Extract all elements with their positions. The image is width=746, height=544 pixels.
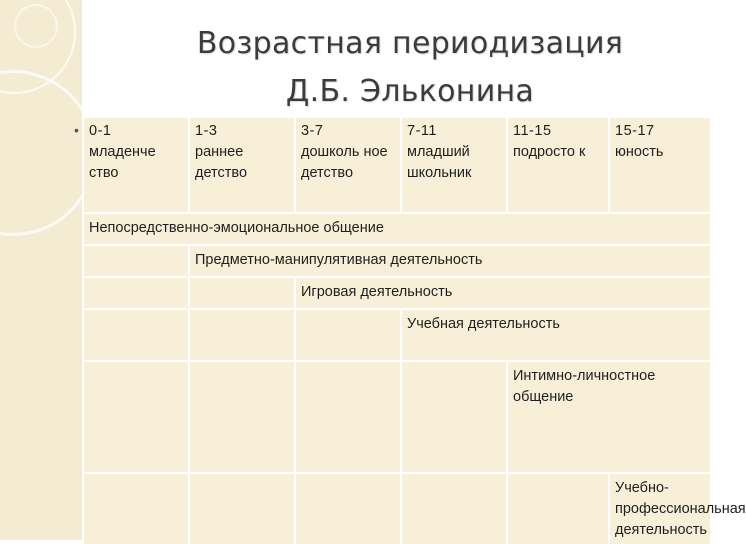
empty-cell (84, 246, 188, 276)
activity-cell: Интимно-личностное общение (508, 362, 710, 472)
period-cell (508, 118, 608, 212)
period-cell (190, 118, 294, 212)
period-range: 0-1 (89, 123, 112, 139)
activity-cell: Предметно-манипулятивная деятельность (190, 246, 710, 276)
slide-title-line-2: Д.Б. Эльконина (285, 74, 535, 109)
empty-cell (190, 278, 294, 308)
period-name: юность (615, 144, 664, 160)
empty-cell (84, 278, 188, 308)
decorative-ring (14, 4, 58, 48)
empty-cell (402, 474, 506, 544)
empty-cell (84, 362, 188, 472)
empty-cell (296, 474, 400, 544)
empty-cell (84, 310, 188, 360)
activity-cell: Игровая деятельность (296, 278, 710, 308)
period-range: 15-17 (615, 123, 655, 139)
period-name: подросто к (513, 144, 586, 160)
period-name: младенче ство (89, 144, 156, 181)
decorative-left-strip (0, 0, 82, 540)
empty-cell (402, 362, 506, 472)
period-name: дошколь ное детство (301, 144, 388, 181)
period-cell (296, 118, 400, 212)
periodization-table (84, 118, 746, 538)
decorative-ring (0, 70, 96, 236)
empty-cell (190, 362, 294, 472)
empty-cell (84, 474, 188, 544)
empty-cell (190, 310, 294, 360)
empty-cell (296, 310, 400, 360)
activity-cell: Учебно-профессиональная деятельность (610, 474, 710, 544)
period-cell (610, 118, 710, 212)
period-range: 3-7 (301, 123, 324, 139)
empty-cell (190, 474, 294, 544)
activity-cell: Непосредственно-эмоциональное общение (84, 214, 710, 244)
period-range: 11-15 (513, 123, 552, 139)
slide-title-line-1: Возрастная периодизация (196, 26, 624, 61)
period-range: 1-3 (195, 123, 218, 139)
activity-cell: Учебная деятельность (402, 310, 710, 360)
bullet-mark: • (74, 122, 79, 138)
period-name: младший школьник (407, 144, 472, 181)
period-cell (84, 118, 188, 212)
empty-cell (508, 474, 608, 544)
empty-cell (296, 362, 400, 472)
period-cell (402, 118, 506, 212)
period-name: раннее детство (195, 144, 248, 181)
period-range: 7-11 (407, 123, 437, 139)
